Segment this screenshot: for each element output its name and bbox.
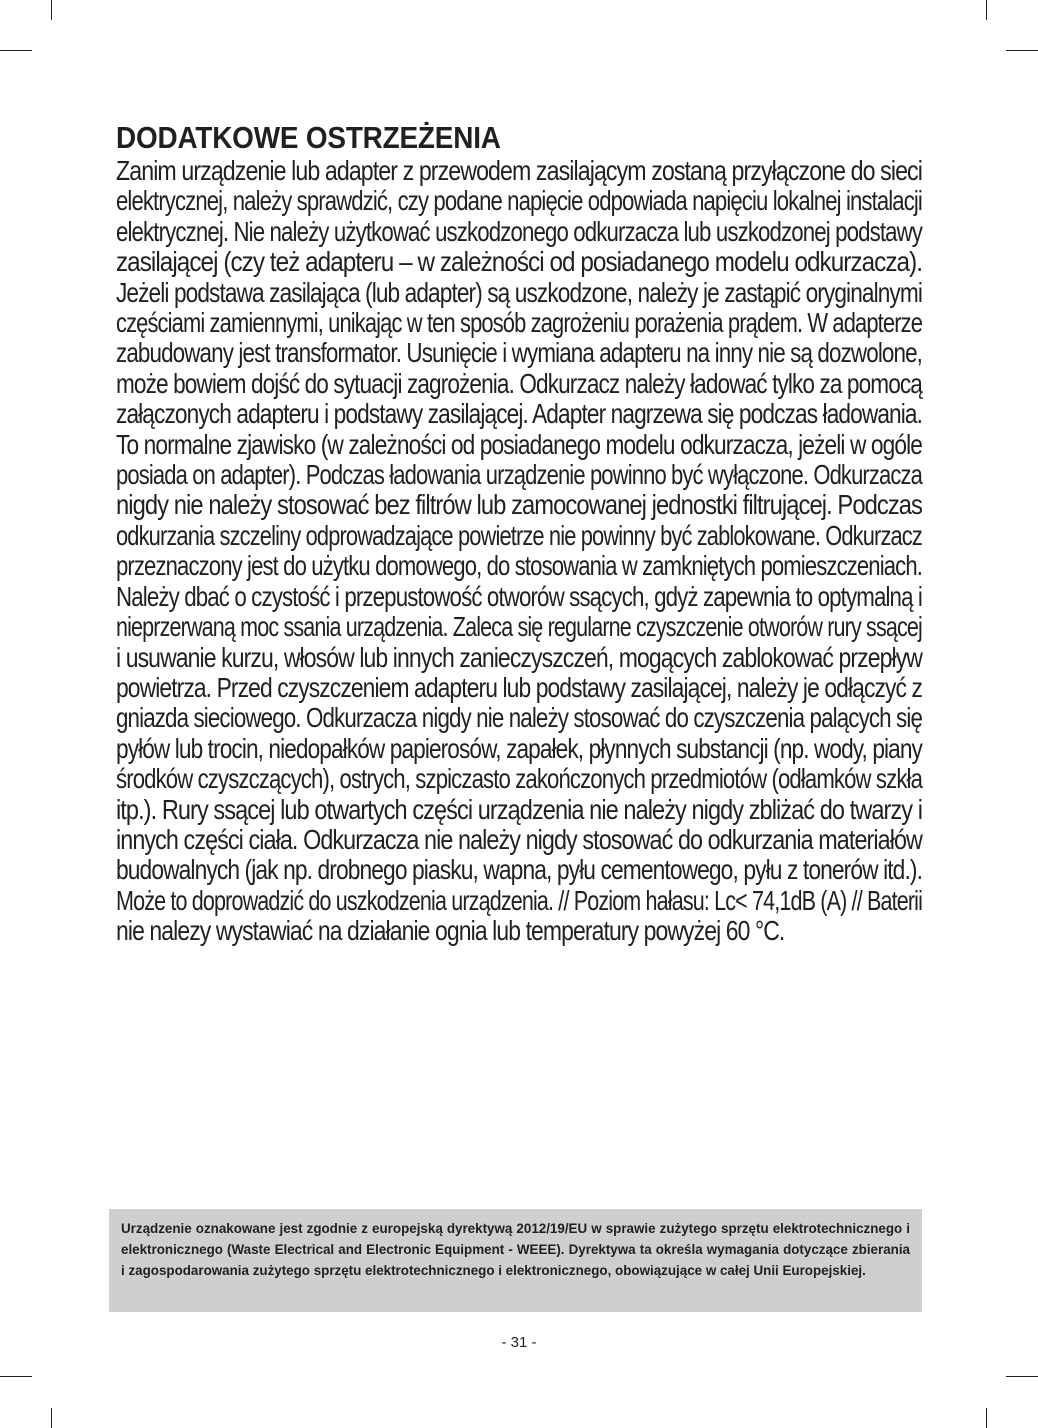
body-text-line: załączonych adapteru i podstawy zasilającej. Adapter nagrzewa się podczas ładowania. <box>116 398 923 430</box>
body-text-line: nieprzerwaną moc ssania urządzenia. Zaleca się regularne czyszczenie otworów rury ssącej <box>116 611 922 643</box>
crop-mark-bottom-left-vertical <box>51 1408 52 1428</box>
body-text-line: zabudowany jest transformator. Usunięcie i wymiana adapteru na inny nie są dozwolone, <box>116 337 923 369</box>
weee-notice-box <box>109 1209 922 1312</box>
crop-mark-bottom-right-vertical <box>986 1408 987 1428</box>
crop-mark-bottom-left-horizontal <box>0 1376 32 1377</box>
body-text-line: budowalnych (jak np. drobnego piasku, wapna, pyłu cementowego, pyłu z tonerów itd.). <box>116 854 923 886</box>
body-text-line: środków czyszczących), ostrych, szpiczasto zakończonych przedmiotów (odłamków szkła <box>116 763 923 795</box>
body-text-line: przeznaczony jest do użytku domowego, do stosowania w zamkniętych pomieszczeniach. <box>116 550 923 582</box>
body-text-line: Jeżeli podstawa zasilająca (lub adapter) są uszkodzone, należy je zastąpić oryginalnymi <box>116 276 922 308</box>
crop-mark-bottom-right-horizontal <box>1006 1376 1038 1377</box>
body-text-line: gniazda sieciowego. Odkurzacza nigdy nie należy stosować do czyszczenia palących się <box>116 702 922 734</box>
body-text-line: Należy dbać o czystość i przepustowość otworów ssących, gdyż zapewnia to optymalną i <box>116 580 922 612</box>
body-text-line: zasilającej (czy też adapteru – w zależności od posiadanego modelu odkurzacza). <box>116 246 923 278</box>
warning-body-text <box>116 156 924 947</box>
weee-notice-text: Urządzenie oznakowane jest zgodnie z europejską dyrektywą 2012/19/EU w sprawie zużytego sprzętu elektrotechnicznego i elektronicznego (Waste Electrical and Electronic Equipment - WEEE). Dyrektywa ta określa wymagania dotyczące zbierania i zagospodarowania zużytego sprzętu elektrotechnicznego i elektronicznego, obowiązujące w całej Unii Europejskiej. <box>121 1221 910 1278</box>
body-text-line: nie nalezy wystawiać na działanie ognia lub temperatury powyżej 60 °C. <box>116 915 785 947</box>
body-text-line: Zanim urządzenie lub adapter z przewodem zasilającym zostaną przyłączone do sieci <box>116 155 922 186</box>
body-text-line: nigdy nie należy stosować bez filtrów lub zamocowanej jednostki filtrującej. Podczas <box>116 489 922 521</box>
body-text-line: elektrycznej. Nie należy użytkować uszkodzonego odkurzacza lub uszkodzonej podstawy <box>116 215 923 247</box>
body-text-line: innych części ciała. Odkurzacza nie należy nigdy stosować do odkurzania materiałów <box>116 823 923 855</box>
crop-mark-top-right-vertical <box>986 0 987 20</box>
body-text-line: częściami zamiennymi, unikając w ten sposób zagrożeniu porażenia prądem. W adapterze <box>116 307 923 339</box>
body-text-line: elektrycznej, należy sprawdzić, czy podane napięcie odpowiada napięciu lokalnej instalacji <box>116 185 922 217</box>
body-text-line: posiada on adapter). Podczas ładowania urządzenie powinno być wyłączone. Odkurzacza <box>116 459 923 491</box>
body-text-line: i usuwanie kurzu, włosów lub innych zanieczyszczeń, mogących zablokować przepływ <box>116 641 923 673</box>
crop-mark-top-right-horizontal <box>1006 50 1038 51</box>
body-text-line: odkurzania szczeliny odprowadzające powietrze nie powinny być zablokowane. Odkurzacz <box>116 519 922 551</box>
section-heading: DODATKOWE OSTRZEŻENIA <box>116 120 501 155</box>
crop-mark-top-left-vertical <box>51 0 52 20</box>
body-text-line: To normalne zjawisko (w zależności od posiadanego modelu odkurzacza, jeżeli w ogóle <box>116 428 923 460</box>
body-text-line: powietrza. Przed czyszczeniem adapteru lub podstawy zasilającej, należy je odłączyć z <box>116 671 923 703</box>
body-text-line: może bowiem dojść do sytuacji zagrożenia. Odkurzacz należy ładować tylko za pomocą <box>116 367 922 399</box>
crop-mark-top-left-horizontal <box>0 50 32 51</box>
body-text-line: itp.). Rury ssącej lub otwartych części urządzenia nie należy nigdy zbliżać do twarzy i <box>116 793 923 825</box>
body-text-line: Może to doprowadzić do uszkodzenia urządzenia. // Poziom hałasu: Lc< 74,1dB (A) // Baterii <box>116 884 923 916</box>
main-content <box>116 120 924 947</box>
body-text-line: pyłów lub trocin, niedopałków papierosów, zapałek, płynnych substancji (np. wody, piany <box>116 732 922 764</box>
page-number: - 31 - <box>501 1334 537 1351</box>
